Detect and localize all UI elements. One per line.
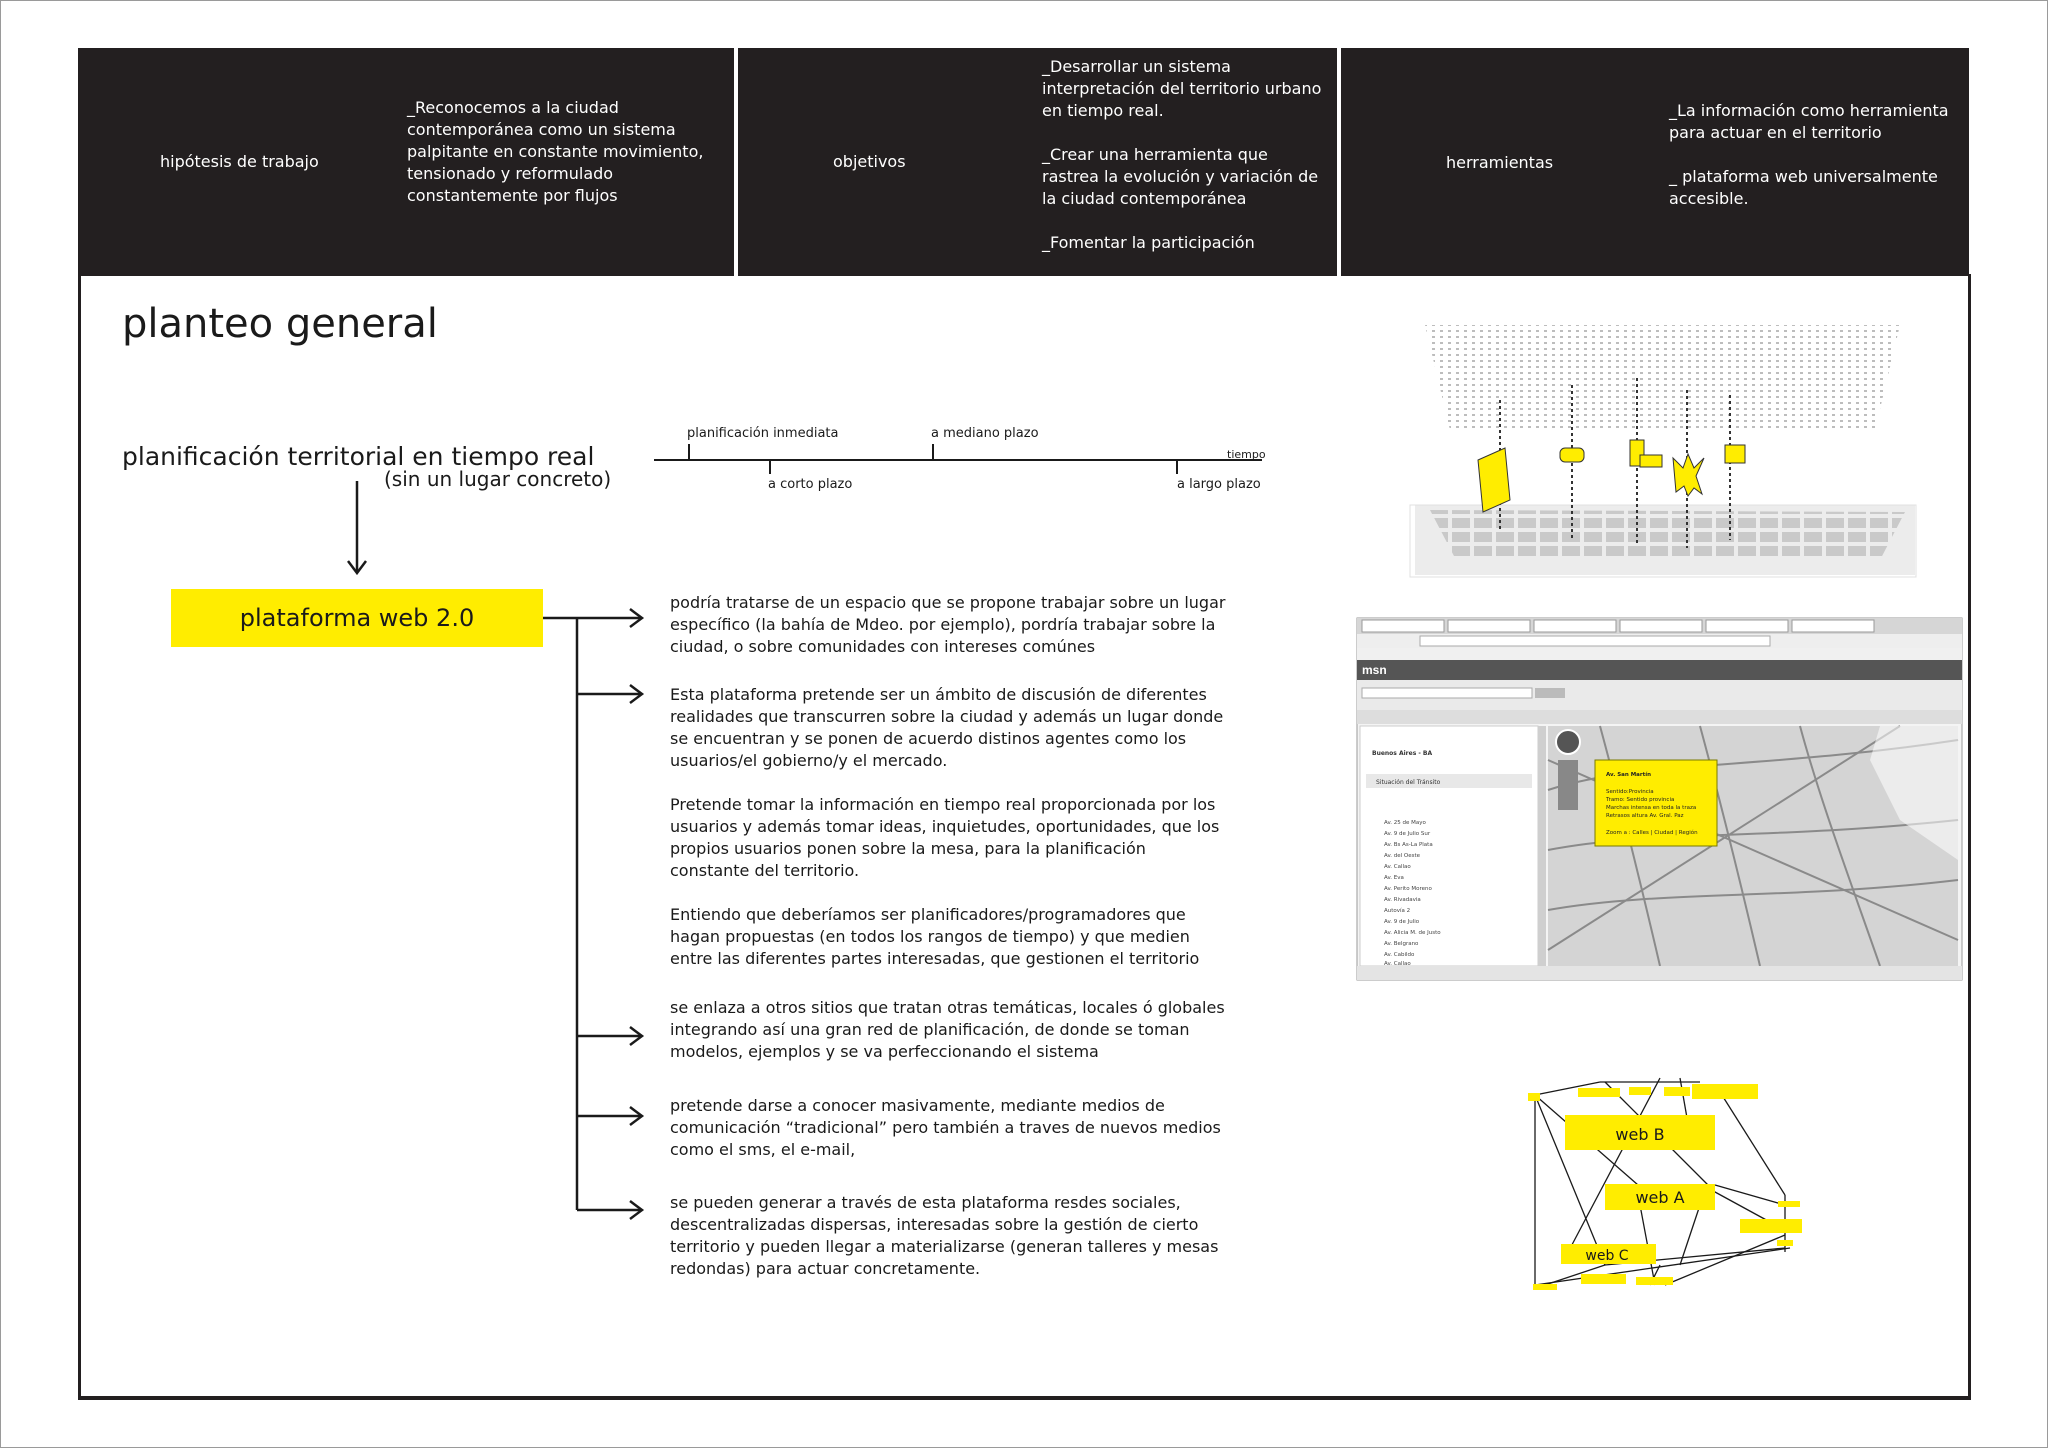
platform-box: plataforma web 2.0	[171, 589, 543, 647]
screenshot-street: Av. Perito Moreno	[1384, 886, 1432, 892]
timeline	[654, 444, 1262, 474]
tools-text: _La información como herramienta para actuar en el territorio _ plataforma web universalmente accesible.	[1669, 101, 1949, 208]
paragraph-1: podría tratarse de un espacio que se propone trabajar sobre un lugar específico (la bahía de Mdeo. por ejemplo), pordría trabajar sobre la ciudad, o sobre comunidades con intereses comúnes	[670, 593, 1226, 656]
paragraph-2: Esta plataforma pretende ser un ámbito de discusión de diferentes realidades que transcurren sobre la ciudad y además un lugar donde se encuentran y se ponen de acuerdo distinos agentes como los usuarios/el gobierno/y el mercado. Pretende tomar la información en tiempo real proporcionada por los usuarios y además tomar ideas, inquietudes, oportunidades, que los propios usuarios ponen sobre la mesa, para la planificación constante del territorio. Entiendo que deberíamos ser planificadores/programadores que hagan propuestas (en todos los rangos de tiempo) y que medien entre las diferentes partes interesadas, que gestionen el territorio	[670, 685, 1224, 968]
screenshot-brand: msn	[1362, 663, 1387, 677]
timeline-label-long: a largo plazo	[1177, 477, 1261, 492]
popup-line: Zoom a : Calles | Ciudad | Región	[1606, 830, 1698, 836]
popup-line: Sentido:Provincia	[1606, 789, 1654, 795]
screenshot-street: Av. del Oeste	[1384, 853, 1421, 859]
section-subtitle: planificación territorial en tiempo real	[122, 442, 595, 471]
timeline-label-short: a corto plazo	[768, 477, 853, 492]
screenshot-street: Av. Bs As-La Plata	[1384, 842, 1433, 848]
popup-line: Marchas intensa en toda la traza	[1606, 805, 1697, 811]
branch-connector	[543, 609, 642, 1219]
timeline-axis-label: tiempo	[1227, 448, 1266, 461]
network-node-web-a: web A	[1635, 1188, 1685, 1207]
screenshot-street: Av. Callao	[1384, 961, 1411, 967]
tools-label: herramientas	[1446, 153, 1554, 172]
screenshot-street: Av. Alicia M. de Justo	[1384, 930, 1441, 936]
objectives-label: objetivos	[833, 152, 906, 171]
hypothesis-label: hipótesis de trabajo	[160, 152, 319, 171]
timeline-label-medium: a mediano plazo	[931, 426, 1039, 441]
screenshot-side-tab: Situación del Tránsito	[1376, 779, 1441, 786]
popup-street: Av. San Martín	[1606, 772, 1652, 778]
hypothesis-text: _Reconocemos a la ciudad contemporánea como un sistema palpitante en constante movimiento, tensionado y reformulado constantemente por flujos	[407, 98, 704, 205]
popup-line: Tramo: Sentido provincia	[1606, 797, 1675, 803]
down-arrow-icon	[348, 481, 366, 573]
section-subnote: (sin un lugar concreto)	[384, 467, 612, 491]
web-network	[1528, 1078, 1802, 1290]
paragraph-3: se enlaza a otros sitios que tratan otras temáticas, locales ó globales integrando así una gran red de planificación, de donde se toman modelos, ejemplos y se va perfeccionando el sistema	[670, 998, 1225, 1061]
screenshot-street: Av. 9 de Julio	[1384, 919, 1420, 925]
screenshot-street: Av. Belgrano	[1384, 941, 1419, 947]
screenshot-side-title: Buenos Aires - BA	[1372, 750, 1433, 757]
screenshot-street: Autovía 2	[1384, 908, 1411, 914]
data-cloud-illustration	[1410, 325, 1916, 577]
network-node-web-c: web C	[1585, 1248, 1629, 1264]
paragraph-5: se pueden generar a través de esta plataforma resdes sociales, descentralizadas dispersas, interesadas sobre la gestión de cierto territorio y pueden llegar a materializarse (generan talleres y mesas redondas) para actuar concretamente.	[670, 1193, 1219, 1278]
objectives-text: _Desarrollar un sistema interpretación del territorio urbano en tiempo real. _Crear una herramienta que rastrea la evolución y variación de la ciudad contemporánea _Fomentar la participación	[1042, 57, 1322, 252]
screenshot-street: Av. 25 de Mayo	[1384, 820, 1426, 826]
timeline-label-immediate: planificación inmediata	[687, 426, 839, 441]
screenshot-street: Av. Eva	[1384, 875, 1404, 881]
screenshot-street: Av. Cabildo	[1384, 952, 1415, 958]
page-title: planteo general	[122, 301, 438, 347]
screenshot-street: Av. Callao	[1384, 864, 1411, 870]
screenshot-street: Av. Rivadavia	[1384, 897, 1421, 903]
screenshot-street: Av. 9 de Julio Sur	[1384, 831, 1431, 837]
paragraph-4: pretende darse a conocer masivamente, mediante medios de comunicación “tradicional” pero también a traves de nuevos medios como el sms, el e-mail,	[670, 1096, 1221, 1159]
popup-line: Retrasos altura Av. Gral. Paz	[1606, 813, 1684, 819]
network-node-web-b: web B	[1615, 1125, 1665, 1144]
